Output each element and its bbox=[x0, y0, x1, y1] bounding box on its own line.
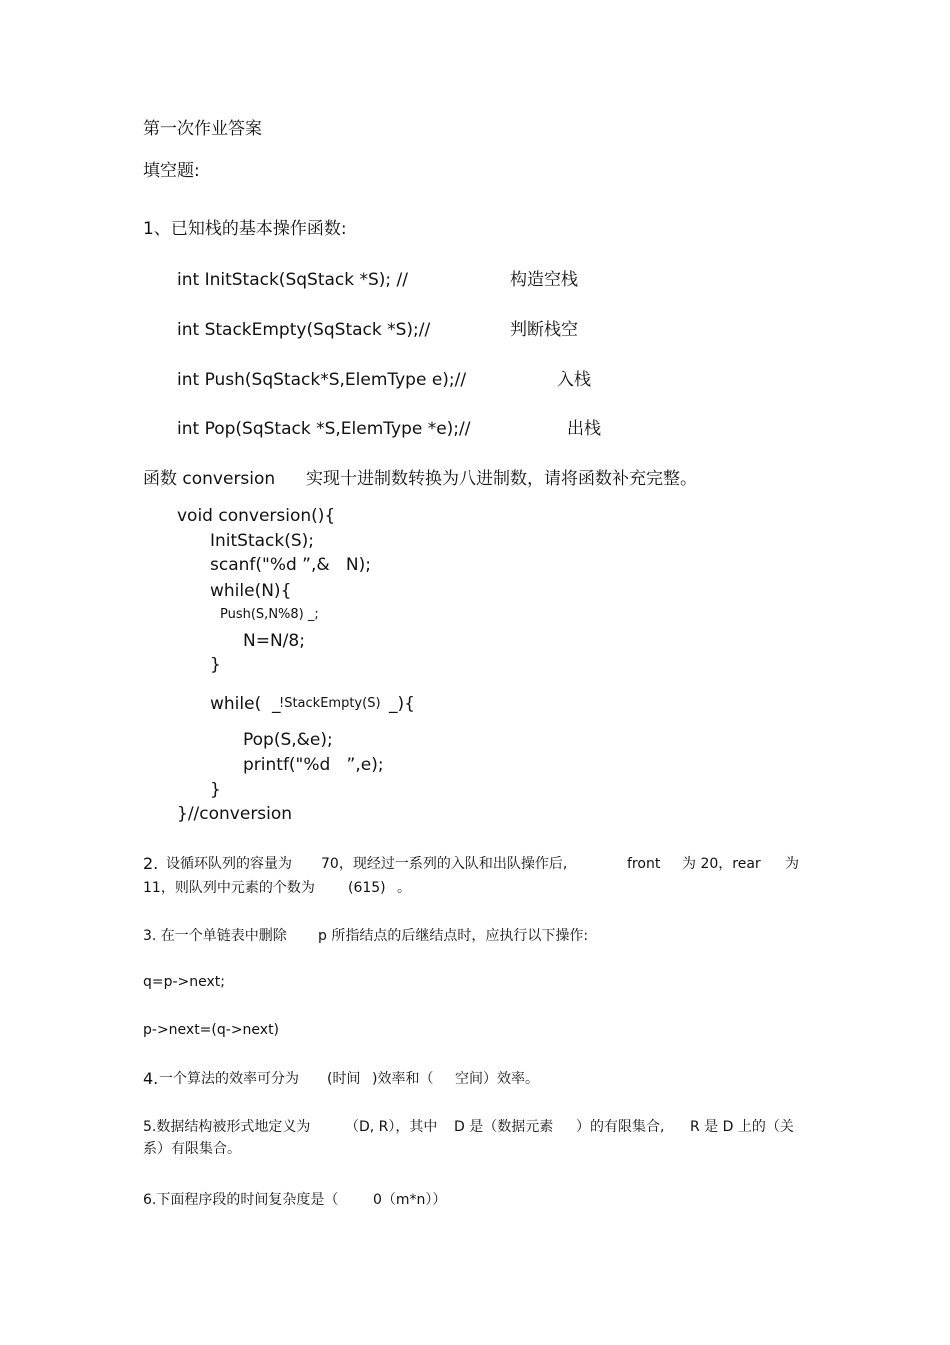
question-5-text: （D, R），其中 bbox=[345, 1119, 438, 1135]
question-2-text: 为 20，rear bbox=[682, 856, 761, 872]
question-2-text: 。 bbox=[397, 880, 411, 896]
op-comment-stackempty: 判断栈空 bbox=[510, 320, 578, 340]
code-line: } bbox=[210, 780, 221, 800]
code-line: void conversion(){ bbox=[177, 506, 336, 526]
question-2-number: 2. bbox=[143, 854, 159, 873]
question-5-text: D 是（数据元素 bbox=[454, 1119, 554, 1135]
question-2-text: 为 bbox=[785, 856, 799, 872]
question-5-text: 系）有限集合。 bbox=[143, 1141, 241, 1157]
code-line: } bbox=[210, 655, 221, 675]
op-comment-initstack: 构造空栈 bbox=[510, 270, 578, 290]
op-signature-pop: int Pop(SqStack *S,ElemType *e);// bbox=[177, 419, 471, 439]
op-comment-push: 入栈 bbox=[557, 370, 591, 390]
op-signature-stackempty: int StackEmpty(SqStack *S);// bbox=[177, 320, 431, 340]
question-3-text: 3. 在一个单链表中删除 bbox=[143, 928, 287, 944]
question-5-text: 5.数据结构被形式地定义为 bbox=[143, 1119, 311, 1135]
section-heading: 填空题: bbox=[143, 161, 200, 181]
task-description: 实现十进制数转换为八进制数，请将函数补充完整。 bbox=[306, 469, 697, 489]
question-2-text: 11，则队列中元素的个数为 bbox=[143, 880, 315, 896]
question-5-text: R 是 D 上的（关 bbox=[690, 1119, 794, 1135]
code-line: while(N){ bbox=[210, 581, 292, 601]
question-4-answer: (时间 bbox=[327, 1071, 361, 1087]
code-line: Pop(S,&e); bbox=[243, 730, 333, 750]
op-signature-initstack: int InitStack(SqStack *S); // bbox=[177, 270, 409, 290]
question-3-code: p->next=(q->next) bbox=[143, 1022, 280, 1038]
code-line: _){ bbox=[389, 694, 415, 714]
op-comment-pop: 出栈 bbox=[567, 419, 601, 439]
code-line: InitStack(S); bbox=[210, 531, 315, 551]
code-answer-push: Push(S,N%8) _; bbox=[220, 607, 319, 622]
question-1-intro: 1、已知栈的基本操作函数: bbox=[143, 219, 347, 239]
task-label: 函数 conversion bbox=[143, 469, 276, 489]
question-6-answer: 0（m*n）） bbox=[373, 1192, 447, 1208]
question-2-text: front bbox=[627, 856, 661, 872]
code-line: printf("%d ”,e); bbox=[243, 755, 384, 775]
question-6-text: 6.下面程序段的时间复杂度是（ bbox=[143, 1192, 339, 1208]
code-line: N=N/8; bbox=[243, 631, 305, 651]
question-4-answer: 空间）效率。 bbox=[455, 1071, 539, 1087]
document-title: 第一次作业答案 bbox=[143, 119, 262, 139]
code-line: scanf("%d ”,& N); bbox=[210, 555, 371, 575]
code-answer-stackempty: !StackEmpty(S) bbox=[279, 696, 381, 711]
question-3-code: q=p->next; bbox=[143, 974, 226, 990]
question-4-text: )效率和（ bbox=[372, 1071, 434, 1087]
question-2-text: 70，现经过一系列的入队和出队操作后, bbox=[321, 856, 568, 872]
question-2-text: 设循环队列的容量为 bbox=[166, 856, 292, 872]
question-3-text: p 所指结点的后继结点时，应执行以下操作: bbox=[318, 928, 589, 944]
code-line: while( _ bbox=[210, 694, 281, 714]
question-4-text: 一个算法的效率可分为 bbox=[159, 1071, 299, 1087]
code-line: }//conversion bbox=[177, 804, 293, 824]
question-4-number: 4. bbox=[143, 1069, 159, 1088]
question-5-text: ）的有限集合, bbox=[576, 1119, 665, 1135]
question-2-answer: (615) bbox=[348, 880, 386, 896]
op-signature-push: int Push(SqStack*S,ElemType e);// bbox=[177, 370, 467, 390]
